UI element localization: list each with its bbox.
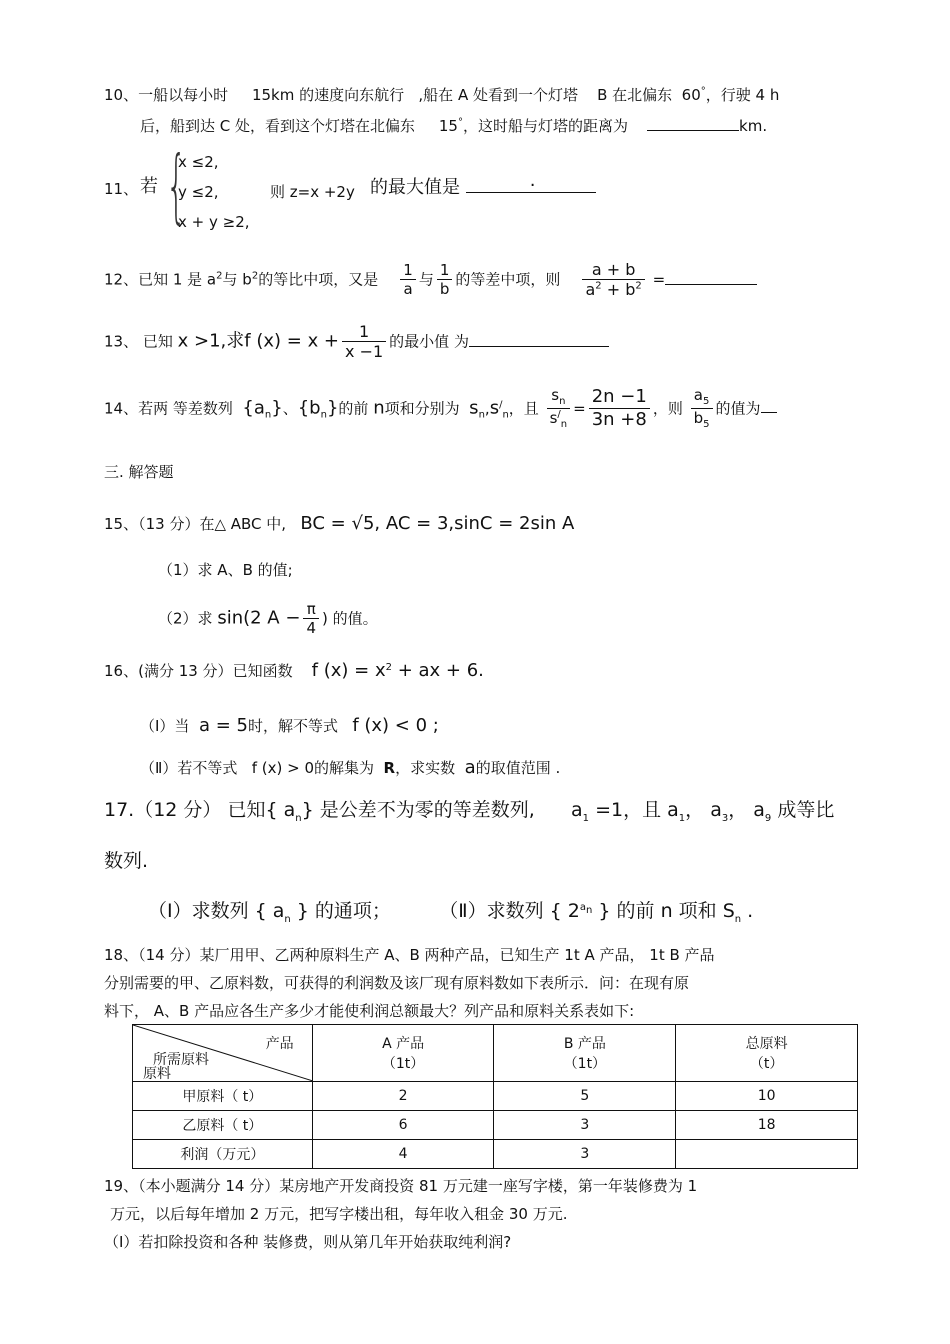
col-header-a: A 产品 （1t） <box>312 1025 494 1082</box>
row-label: 利润（万元） <box>133 1140 313 1169</box>
materials-table <box>132 1024 858 1169</box>
q10-line1: 10、一船以每小时 15km 的速度向东航行 ,船在 A 处看到一个灯塔 B 在北偏东 60°，行驶 4 h <box>104 86 780 104</box>
q10-line2: 后，船到达 C 处，看到这个灯塔在北偏东 15°，这时船与灯塔的距离为 km. <box>140 117 768 135</box>
q12-line: 12、已知 1 是 $a^2$与 $b^2$的等比中项，又是 $\frac{1}{a}$ 与 $\frac{1}{b}$ 的等差中项，则 $\frac{a + b}{a^2 + b^2}$ = <box>104 260 757 300</box>
answer-blank[interactable] <box>761 398 777 413</box>
fraction-pi-over-4: $\frac{\pi}{4}$ <box>303 600 319 638</box>
cell: 3 <box>494 1140 676 1169</box>
q15-part1: （1）求 A、B 的值; <box>158 561 293 579</box>
cell: 5 <box>494 1082 676 1111</box>
q16-head: 16、(满分 13 分）已知函数 f $(x) = x^2$ + ax + 6. <box>104 660 484 681</box>
table-header-row <box>133 1025 858 1082</box>
cell <box>676 1140 858 1169</box>
cell: 4 <box>312 1140 494 1169</box>
table-row <box>133 1111 858 1140</box>
cell: 10 <box>676 1082 858 1111</box>
q16-part2: （Ⅱ）若不等式 f (x) > 0的解集为 R，求实数 a的取值范围 . <box>140 757 561 778</box>
fraction-sn-over-sn-prime: $\frac{s_n}{s^/_n}$ <box>547 386 571 432</box>
q16-part1: （Ⅰ）当 a = 5时，解不等式 f (x) < 0 ; <box>140 715 439 736</box>
q18-line3: 料下， A、B 产品应各生产多少才能使利润总额最大？列产品和原料关系表如下: <box>104 1002 635 1020</box>
answer-blank[interactable]: . <box>466 178 596 193</box>
answer-blank[interactable] <box>665 270 757 285</box>
section-heading: 三. 解答题 <box>104 463 174 481</box>
q13-line: 13、 已知 x >1,求f (x) = x + $\frac{1}{x -1}$ 的最小值 为 <box>104 322 609 362</box>
q11-constraint-1: x ≤2, <box>178 153 219 171</box>
q11-constraint-3: x + y ≥2, <box>178 213 250 231</box>
answer-blank[interactable] <box>647 116 739 131</box>
row-label: 乙原料（ t） <box>133 1111 313 1140</box>
cell: 3 <box>494 1111 676 1140</box>
corner-label-mid: 所需原料 <box>153 1052 209 1068</box>
answer-blank[interactable] <box>469 332 609 347</box>
table-corner-cell <box>133 1025 313 1082</box>
q15-part2: （2）求 sin(2 A − $\frac{\pi}{4}$ ) 的值。 <box>158 600 378 637</box>
table-row <box>133 1082 858 1111</box>
q19-line1: 19、（本小题满分 14 分）某房地产开发商投资 81 万元建一座写字楼，第一年装修费为 1 <box>104 1177 698 1195</box>
q18-line2: 分别需要的甲、乙原料数，可获得的利润数及该厂现有原料数如下表所示．问：在现有原 <box>104 974 690 992</box>
q17-line2: 数列. <box>104 850 149 872</box>
fraction-a5-over-b5: $\frac{a_5}{b_5}$ <box>691 386 713 432</box>
system-brace-icon: { <box>166 139 187 232</box>
q11-suffix: 的最大值是 . <box>370 177 596 199</box>
diagonal-header <box>133 1025 312 1081</box>
q11-objective: 则 z=x +2y <box>270 183 355 201</box>
corner-label-bottom: 原料 <box>143 1066 171 1082</box>
q15-head: 15、（13 分）在△ ABC 中, BC = √5, AC = 3,sinC = 2sin A <box>104 513 575 534</box>
q19-line2: 万元，以后每年增加 2 万元，把写字楼出租，每年收入租金 30 万元. <box>110 1205 568 1223</box>
col-header-b: B 产品 （1t） <box>494 1025 676 1082</box>
fraction-1-over-x-minus-1: $\frac{1}{x -1}$ <box>342 322 386 362</box>
table-row <box>133 1140 858 1169</box>
cell: 18 <box>676 1111 858 1140</box>
corner-label-top: 产品 <box>265 1036 294 1052</box>
fraction-1-over-a: $\frac{1}{a}$ <box>400 261 416 299</box>
q11-number: 11、 <box>104 180 139 198</box>
q18-line1: 18、（14 分）某厂用甲、乙两种原料生产 A、B 两种产品，已知生产 1t A 产品， 1t B 产品 <box>104 946 715 964</box>
q17-parts: （Ⅰ）求数列 { $a_n$ } 的通项； （Ⅱ）求数列 { $2^{a_n}$ } 的前 n 项和 $S_n$ . <box>148 900 754 925</box>
q11-constraint-2: y ≤2, <box>178 183 219 201</box>
col-header-total: 总原料 （t） <box>676 1025 858 1082</box>
q11-ruo: 若 <box>140 176 158 197</box>
cell: 2 <box>312 1082 494 1111</box>
cell: 6 <box>312 1111 494 1140</box>
fraction-1-over-b: $\frac{1}{b}$ <box>437 261 453 299</box>
fraction-expression: $\frac{a + b}{a^2 + b^2}$ <box>582 260 644 300</box>
q19-line3: （Ⅰ）若扣除投资和各种 装修费，则从第几年开始获取纯利润? <box>104 1233 512 1251</box>
row-label: 甲原料（ t） <box>133 1082 313 1111</box>
q17-line1: 17.（12 分） 已知{ $a_n$} 是公差不为零的等差数列, $a_1 =1$，且 $a_1$， $a_3$， $a_9$ 成等比 <box>104 799 835 824</box>
q14-line: 14、若两 等差数列 $\{a_n\}$、$\{b_n\}$的前 n项和分别为 $s_n,s^/_n$，且 $\frac{s_n}{s^/_n}$ = $\frac{2n -1}{3n +8}$ ，则 $\frac{a_5}{b_5}$ 的值为 <box>104 386 777 432</box>
fraction-2n-1-over-3n-8: $\frac{2n -1}{3n +8}$ <box>589 386 650 431</box>
